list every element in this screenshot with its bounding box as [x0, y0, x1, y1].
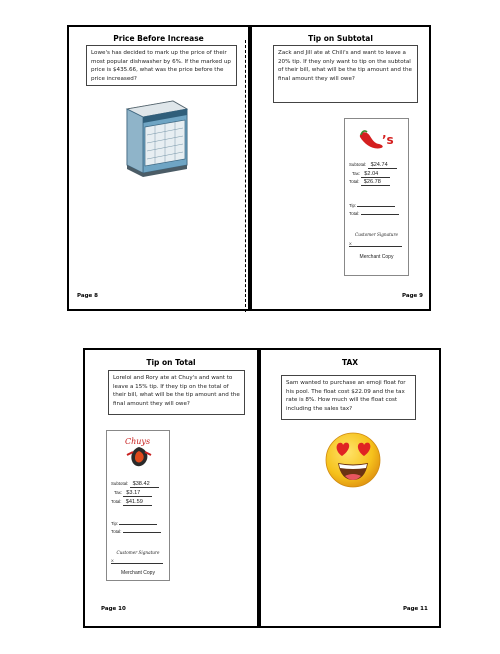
- svg-text:’s: ’s: [382, 133, 394, 147]
- page-title: Tip on Total: [146, 358, 196, 367]
- page-number: Page 11: [403, 606, 428, 612]
- page-10: [83, 348, 259, 628]
- tip-label: Tip:: [111, 521, 119, 526]
- receipt: [106, 430, 170, 581]
- tip-label: Tip:: [349, 203, 357, 208]
- final-total-row: [111, 529, 161, 534]
- problem-text: Loreloi and Rory ate at Chuy's and want to leave a 15% tip. If they tip on the total of their bill, what will be the tip amount and the final amount they will owe?: [108, 370, 245, 415]
- page-9: [250, 25, 431, 311]
- page-number: Page 9: [402, 293, 424, 299]
- subtotal-value: $24.74: [368, 162, 397, 169]
- page-divider: [245, 40, 246, 312]
- problem-text: Zack and Jill ate at Chili's and want to leave a 20% tip. If they only want to tip on the subtotal of their bill, what will be the tip amount and the final amount they will owe?: [273, 45, 418, 103]
- total-row: [349, 179, 390, 186]
- total-label: Total:: [349, 179, 360, 184]
- page-number: Page 10: [101, 606, 126, 612]
- tax-row: [352, 171, 390, 178]
- page-title: TAX: [341, 358, 359, 367]
- subtotal-label: Subtotal:: [111, 481, 129, 486]
- problem-text: Lowe's has decided to mark up the price of their most popular dishwasher by 6%. If the marked up price is $435.66, what was the price before the price increased?: [86, 45, 237, 86]
- tax-label: Tax:: [114, 490, 123, 495]
- receipt: [344, 118, 409, 276]
- dishwasher-image: [113, 95, 199, 177]
- tip-row: [349, 203, 395, 208]
- final-total-label: Total:: [111, 529, 122, 534]
- signature-label: Customer Signature: [355, 232, 398, 237]
- total-row: [111, 499, 152, 506]
- signature-line: X: [349, 241, 402, 247]
- page-8: [67, 25, 250, 311]
- tip-blank: [357, 206, 395, 207]
- page-title: Tip on Subtotal: [308, 34, 373, 43]
- tip-blank: [119, 524, 157, 525]
- problem-text: Sam wanted to purchase an emoji float for his pool. The float cost $22.09 and the tax rate is 8%. How much will the float cost including the sales tax?: [281, 375, 416, 420]
- subtotal-row: [111, 481, 159, 488]
- chuys-logo-text: Chuys: [125, 437, 151, 446]
- tax-value: $2.04: [361, 171, 390, 178]
- subtotal-label: Subtotal:: [349, 162, 367, 167]
- chuys-logo: [117, 435, 161, 471]
- final-total-blank: [123, 532, 161, 533]
- total-value: $26.78: [361, 179, 390, 186]
- merchant-copy: Merchant Copy: [121, 570, 155, 576]
- tax-row: [114, 490, 152, 497]
- subtotal-value: $38.42: [130, 481, 159, 488]
- chilis-logo: [357, 127, 397, 155]
- heart-eyes-emoji-image: [323, 430, 383, 490]
- total-value: $41.59: [123, 499, 152, 506]
- tax-label: Tax:: [352, 171, 361, 176]
- page-number: Page 8: [77, 293, 99, 299]
- total-label: Total:: [111, 499, 122, 504]
- signature-line: X: [111, 558, 163, 564]
- tip-row: [111, 521, 157, 526]
- final-total-blank: [361, 214, 399, 215]
- page-11: [259, 348, 441, 628]
- final-total-row: [349, 211, 399, 216]
- signature-label: Customer Signature: [116, 550, 160, 555]
- final-total-label: Total:: [349, 211, 360, 216]
- tax-value: $3.17: [123, 490, 152, 497]
- page-title: Price Before Increase: [113, 34, 204, 43]
- subtotal-row: [349, 162, 397, 169]
- merchant-copy: Merchant Copy: [359, 254, 394, 260]
